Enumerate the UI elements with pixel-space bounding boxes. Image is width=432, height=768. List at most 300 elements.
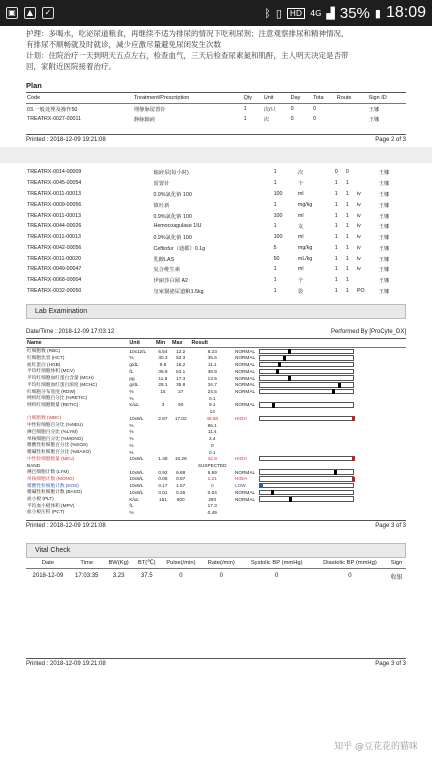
- range-marker: [276, 369, 279, 374]
- table-cell: 1: [345, 223, 349, 230]
- table-cell: 0.9%氯化钠 100: [153, 235, 192, 242]
- lab-name: 淋巴细胞计数 (LYM): [27, 469, 69, 475]
- table-cell: [336, 104, 368, 115]
- table-cell: 王娜: [378, 202, 390, 209]
- lab-result: 24.5: [207, 389, 217, 395]
- table-cell: 个: [297, 278, 304, 285]
- lab-max: 0.26: [176, 489, 186, 495]
- table-cell: 0: [313, 116, 317, 122]
- table-cell: 100: [273, 234, 283, 241]
- table-cell: 1: [345, 277, 349, 284]
- table-cell: TREATRX-0045-00054: [27, 180, 82, 187]
- lab-result: 0.04: [207, 489, 217, 495]
- column-header: Tota: [312, 93, 336, 104]
- table-cell: 埋静脉留置针: [133, 107, 166, 113]
- table-cell: 5: [273, 244, 277, 251]
- page-number: Page 3 of 3: [375, 660, 406, 667]
- lab-flag: HIGH: [235, 456, 247, 462]
- lab-min: 151: [159, 496, 167, 502]
- lab-max: 10.29: [174, 456, 187, 462]
- table-cell: 次: [297, 170, 304, 177]
- table-cell: 1: [243, 116, 247, 122]
- lab-flag: LOW: [235, 483, 246, 489]
- range-bar: [259, 389, 354, 395]
- lab-result: 13.5: [207, 375, 217, 381]
- table-cell: 1: [345, 212, 349, 219]
- lab-performed-by: Performed By [ProCyte_DX]: [330, 329, 406, 336]
- lab-max: [171, 422, 191, 429]
- lab-unit: %: [129, 509, 134, 515]
- table-cell: iv: [357, 244, 361, 251]
- lab-flag: NORMAL: [235, 362, 256, 368]
- lab-unit: fL: [129, 503, 134, 509]
- column-header: Pulse(/min): [160, 558, 202, 569]
- lab-name: 单核细胞计数 (MONO): [27, 475, 75, 481]
- table-cell: 0.9%氯化钠 100: [153, 191, 192, 198]
- range-bar: [259, 483, 354, 489]
- lab-name: 嗜酸性粒细胞百分比 (%EOS): [27, 442, 88, 448]
- watermark: 知乎 @豆花花的猫咪: [334, 742, 418, 752]
- table-cell: 王娜: [378, 256, 390, 263]
- table-cell: 王娜: [378, 170, 390, 177]
- range-marker: [288, 376, 291, 381]
- table-cell: 1: [345, 180, 349, 187]
- table-cell: [356, 275, 378, 286]
- lab-result: 2.4: [208, 436, 216, 442]
- table-cell: 50: [273, 255, 280, 262]
- column-header: Sign: [387, 558, 406, 569]
- range-bar: [259, 362, 354, 368]
- clock: 18:09: [385, 4, 426, 21]
- table-cell: mg/kg: [297, 201, 313, 208]
- table-row: [26, 189, 406, 200]
- lab-flag: NORMAL: [235, 348, 256, 354]
- table-row: [26, 375, 406, 382]
- table-row: [26, 395, 406, 402]
- lab-result: 1.21: [207, 476, 217, 482]
- table-row: [26, 104, 406, 115]
- table-cell: TREATRX-0044-00026: [27, 223, 82, 230]
- table-cell: TREATRX-0014-00009: [27, 169, 82, 176]
- table-cell: 输液泵(每小时): [153, 170, 189, 177]
- lab-max: 12.2: [176, 348, 186, 354]
- lab-range-cell: [234, 355, 406, 362]
- lab-max: [171, 442, 191, 449]
- note-line: 回，家附近医院接着治疗。: [26, 62, 116, 71]
- table-cell: 1: [273, 223, 277, 230]
- lab-min: 30.3: [158, 355, 168, 361]
- lab-max: 0.67: [176, 476, 186, 482]
- table-cell: 0: [219, 573, 223, 580]
- range-marker: [352, 477, 355, 482]
- lab-unit: fL: [129, 368, 134, 374]
- table-row: [26, 455, 406, 462]
- range-marker: [288, 349, 291, 354]
- table-cell: 03.一般处理及操作50: [27, 107, 78, 113]
- table-cell: 3.23: [112, 573, 125, 580]
- table-row: [26, 167, 406, 178]
- lab-min: 0.92: [158, 469, 168, 475]
- range-marker: [283, 356, 286, 361]
- lab-name: 白细胞数 (WBC): [27, 415, 62, 421]
- lab-range-cell: [234, 502, 406, 509]
- table-cell: 1: [273, 277, 277, 284]
- table-row: [26, 348, 406, 355]
- lab-min: 6.54: [158, 348, 168, 354]
- table-cell: 王娜: [378, 278, 390, 285]
- printed-footer: [26, 134, 406, 143]
- table-cell: TREATRX-0049-00047: [27, 266, 82, 273]
- battery-percent: 35%: [339, 4, 370, 22]
- column-header: Date: [26, 558, 70, 569]
- lab-name: 血小板压积 (PCT): [27, 509, 65, 515]
- image-icon: ▲: [24, 7, 36, 19]
- lab-result: 8.23: [207, 348, 217, 354]
- lab-datetime: Date/Time : 2018-12-09 17:03:12: [26, 329, 115, 336]
- table-cell: 1: [334, 266, 338, 273]
- table-row: [26, 502, 406, 509]
- lab-meta: [26, 329, 406, 339]
- lab-range-cell: [234, 408, 406, 415]
- page-break: [0, 147, 432, 163]
- table-cell: TREATRX-0011-00013: [27, 234, 81, 241]
- table-cell: 次: [263, 117, 270, 123]
- lab-result: 0.49: [207, 509, 217, 515]
- lab-min: [155, 462, 171, 469]
- lab-result: 86.1: [207, 422, 217, 428]
- lab-unit: 10x9/L: [129, 456, 144, 462]
- lab-result: 0.1: [208, 395, 216, 401]
- table-row: [26, 408, 406, 415]
- table-cell: 1: [334, 180, 338, 187]
- range-bar: [259, 375, 354, 381]
- table-cell: 2018-12-09: [32, 573, 64, 580]
- table-cell: 1: [273, 266, 277, 273]
- vital-section-title: Vital Check: [26, 543, 406, 558]
- lab-result: 42.9: [207, 456, 217, 462]
- note-line: 计划：住院治疗一天到明天五点左右，检查血气，三天后检查尿素氮和肌酐，主人明天决定是否带: [26, 51, 349, 60]
- document-page: [0, 26, 432, 667]
- table-row: [26, 368, 406, 375]
- table-cell: iv: [357, 223, 361, 230]
- lab-flag: HIGH: [235, 476, 247, 482]
- range-marker: [338, 383, 341, 388]
- table-cell: ml: [297, 266, 304, 273]
- lab-unit: 10x12/L: [129, 348, 147, 354]
- lab-range-cell: [234, 402, 406, 409]
- range-bar: [259, 369, 354, 375]
- table-cell: 1: [345, 201, 349, 208]
- column-header: Unit: [128, 339, 155, 348]
- lab-range-cell: [234, 429, 406, 436]
- hd-badge: HD: [287, 8, 305, 19]
- table-row: [26, 442, 406, 449]
- lab-name: 平均红细胞血红蛋白含量 (MCH): [27, 375, 94, 381]
- lab-min: 15: [160, 389, 166, 395]
- table-cell: 1: [334, 255, 338, 262]
- lab-range-cell: [234, 489, 406, 496]
- note-line: 有排尿不顺畅就及时就诊，减少应激尽量避免尿闭发生次数: [26, 40, 221, 49]
- table-cell: 1: [334, 212, 338, 219]
- table-cell: 1: [334, 234, 338, 241]
- lab-result: 5.69: [207, 469, 217, 475]
- lab-flag: NORMAL: [235, 496, 256, 502]
- lab-max: 35.8: [176, 382, 186, 388]
- range-marker: [334, 470, 337, 475]
- status-bar: [0, 0, 432, 26]
- table-cell: 王娜: [378, 288, 390, 295]
- table-cell: 1: [345, 255, 349, 262]
- lab-name: 嗜碱性粒细胞百分比 (%BASO): [27, 449, 91, 455]
- table-cell: 1: [273, 180, 277, 187]
- lab-unit: [128, 408, 155, 415]
- table-cell: 1: [273, 201, 277, 208]
- lab-min: [155, 502, 171, 509]
- table-cell: 1: [334, 190, 338, 197]
- range-marker: [260, 483, 263, 488]
- table-cell: iv: [357, 255, 361, 262]
- printed-footer: [26, 658, 406, 667]
- lab-flag: NORMAL: [235, 355, 256, 361]
- lab-name: 平均红细胞体积 (MCV): [27, 368, 75, 374]
- lab-max: [171, 449, 191, 456]
- column-header: Name: [26, 339, 128, 348]
- table-cell: TREATRX-0032-00050: [27, 287, 82, 294]
- table-cell: TREATRX-0011-00020: [27, 255, 81, 262]
- lab-result: 14: [209, 409, 215, 415]
- lab-name: 单核细胞百分比 (%MONO): [27, 435, 83, 441]
- table-cell: 0: [334, 169, 338, 176]
- table-row: [26, 429, 406, 436]
- table-row: [26, 388, 406, 395]
- network-type: 4G: [310, 8, 322, 18]
- table-cell: TREATRX-0068-00004: [27, 277, 82, 284]
- treatment-table: [26, 167, 406, 296]
- range-marker: [332, 389, 335, 394]
- lab-result: 11.1: [207, 362, 217, 368]
- table-cell: 镇吐新: [153, 202, 170, 209]
- table-cell: 王娜: [368, 107, 380, 113]
- table-row: [26, 381, 406, 388]
- battery-icon: ▮: [374, 6, 381, 20]
- lab-name: 嗜碱性粒细胞计数 (BASO): [27, 489, 82, 495]
- lab-section-title: Lab Examination: [26, 304, 406, 319]
- column-header: BT(℃): [134, 558, 160, 569]
- table-cell: 王娜: [378, 245, 390, 252]
- column-header: Max: [171, 339, 191, 348]
- lab-range-cell: [234, 368, 406, 375]
- lab-max: [171, 502, 191, 509]
- lab-max: 1.57: [176, 483, 186, 489]
- lab-min: 0.01: [158, 489, 168, 495]
- lab-min: 2.87: [158, 415, 168, 421]
- table-cell: 王娜: [378, 267, 390, 274]
- lab-flag: NORMAL: [235, 402, 256, 408]
- lab-max: [171, 462, 191, 469]
- lab-max: 600: [176, 496, 185, 502]
- lab-max: 53.1: [176, 368, 186, 374]
- table-cell: 王娜: [378, 224, 390, 231]
- lab-name: 血红蛋白 (HGB): [27, 361, 61, 367]
- lab-name: 中性粒细胞数量 (NEU): [27, 455, 75, 461]
- table-row: [26, 449, 406, 456]
- lab-unit: 10x9/L: [129, 476, 144, 482]
- table-cell: ml: [297, 212, 304, 219]
- table-cell: 1: [273, 287, 277, 294]
- lab-min: 35.9: [158, 368, 168, 374]
- printed-date: Printed : 2018-12-09 19:21:08: [26, 137, 106, 143]
- lab-max: 17.3: [176, 375, 186, 381]
- lab-range-cell: [234, 388, 406, 395]
- range-marker: [289, 497, 292, 502]
- lab-flag: NORMAL: [235, 368, 256, 374]
- lab-result: 11.4: [207, 429, 217, 435]
- range-bar: [259, 456, 354, 462]
- range-marker: [272, 403, 275, 408]
- table-cell: 0: [290, 116, 294, 122]
- table-cell: 17:03:35: [75, 573, 99, 580]
- table-cell: 支: [297, 224, 304, 231]
- lab-result: 49.50: [206, 415, 219, 421]
- lab-max: [171, 395, 191, 402]
- column-header: Treatment/Prescription: [133, 93, 243, 104]
- table-cell: 王娜: [378, 181, 390, 188]
- column-header: BW(Kg): [104, 558, 134, 569]
- column-header: Sign ID: [368, 93, 406, 104]
- check-icon: ✓: [42, 7, 54, 19]
- range-bar: [259, 349, 354, 355]
- printed-date: Printed : 2018-12-09 19:21:08: [26, 660, 106, 667]
- table-row: [26, 210, 406, 221]
- lab-flag: NORMAL: [235, 375, 256, 381]
- lab-unit: %: [129, 436, 134, 442]
- column-header: Qty: [243, 93, 263, 104]
- table-cell: TREATRX-0027-00011: [27, 116, 81, 122]
- range-bar: [259, 382, 354, 388]
- lab-range-cell: [234, 348, 406, 355]
- table-row: [26, 469, 406, 476]
- table-cell: TREATRX-0009-00056: [27, 201, 82, 208]
- lab-name: 红细胞分布宽度 (RDW): [27, 388, 76, 394]
- table-row: [26, 476, 406, 483]
- column-header: Unit: [263, 93, 290, 104]
- table-row: [26, 178, 406, 189]
- table-row: [26, 361, 406, 368]
- range-marker: [271, 490, 274, 495]
- range-marker: [278, 362, 281, 367]
- lab-range-cell: [234, 469, 406, 476]
- lab-min: [155, 449, 171, 456]
- table-cell: 留置针: [153, 181, 170, 188]
- lab-min: [155, 435, 171, 442]
- range-bar: [259, 476, 354, 482]
- table-cell: 37.5: [140, 573, 153, 580]
- lab-max: 6.88: [176, 469, 186, 475]
- table-cell: 1: [334, 277, 338, 284]
- lab-name: 血小板 (PLT): [27, 496, 54, 502]
- lab-unit: %: [129, 442, 134, 448]
- notification-icon: ▣: [6, 7, 18, 19]
- lab-name: 网织红细胞数量 (RETIC): [27, 401, 79, 407]
- note-line: 护理：多喝水，吃泌尿道粮食，再继续不适为排尿的情况下吃利尿剂；注意观察排尿和精神情况，: [26, 29, 349, 38]
- lab-max: [171, 509, 191, 516]
- lab-unit: g/dL: [129, 382, 139, 388]
- table-cell: 皇家猫泌尿道粮1.5kg: [153, 288, 204, 295]
- table-cell: 1: [345, 190, 349, 197]
- table-cell: 1: [334, 223, 338, 230]
- table-row: [26, 489, 406, 496]
- lab-range-cell: [234, 455, 406, 462]
- lab-max: [171, 408, 191, 415]
- lab-range-cell: [234, 422, 406, 429]
- table-cell: TREATRX-0011-00013: [27, 190, 81, 197]
- lab-max: [171, 435, 191, 442]
- lab-range-cell: [234, 449, 406, 456]
- lab-min: [155, 429, 171, 436]
- lab-range-cell: [234, 435, 406, 442]
- table-row: [26, 509, 406, 516]
- lab-flag: NORMAL: [235, 489, 256, 495]
- table-row: [26, 496, 406, 503]
- lab-flag: NORMAL: [235, 469, 256, 475]
- lab-max: 17.02: [174, 415, 187, 421]
- lab-result: 35.6: [207, 355, 217, 361]
- table-row: [26, 355, 406, 362]
- table-cell: mg/kg: [297, 244, 313, 251]
- lab-result: 17.3: [207, 503, 217, 509]
- table-cell: Hemocoagulase 1IU: [153, 223, 202, 230]
- plan-table: [26, 93, 406, 124]
- table-cell: 0: [348, 573, 352, 580]
- lab-unit: %: [129, 395, 134, 401]
- lab-result: 0: [210, 483, 214, 489]
- lab-min: 11.8: [158, 375, 168, 381]
- lab-unit: %: [129, 355, 134, 361]
- column-header: Code: [26, 93, 133, 104]
- lab-unit: %: [129, 449, 134, 455]
- table-row: [26, 482, 406, 489]
- table-row: [26, 221, 406, 232]
- lab-range-cell: [234, 496, 406, 503]
- table-row: [26, 232, 406, 243]
- plan-title: Plan: [26, 81, 406, 93]
- table-cell: [336, 114, 368, 124]
- table-cell: 王娜: [378, 191, 390, 198]
- table-cell: iv: [357, 190, 361, 197]
- range-bar: [259, 416, 354, 422]
- lab-result: 0: [210, 442, 214, 448]
- vital-table: [26, 558, 406, 584]
- lab-unit: g/dL: [129, 362, 139, 368]
- column-header: [234, 339, 406, 348]
- table-cell: 0: [313, 106, 317, 112]
- lab-range-cell: [234, 381, 406, 388]
- lab-unit: pg: [129, 375, 135, 381]
- table-row: [26, 253, 406, 264]
- column-header: Result: [190, 339, 234, 348]
- table-row: [26, 415, 406, 422]
- lab-min: 0.05: [158, 476, 168, 482]
- lab-flag: HIGH: [235, 415, 247, 421]
- table-row: [26, 568, 406, 584]
- page-number: Page 2 of 3: [375, 137, 406, 143]
- column-header: Route: [336, 93, 368, 104]
- lab-min: 9.8: [159, 362, 167, 368]
- table-cell: 100: [273, 190, 283, 197]
- lab-max: 27: [178, 389, 184, 395]
- lab-unit: 10x9/L: [129, 415, 144, 421]
- table-cell: 王娜: [378, 213, 390, 220]
